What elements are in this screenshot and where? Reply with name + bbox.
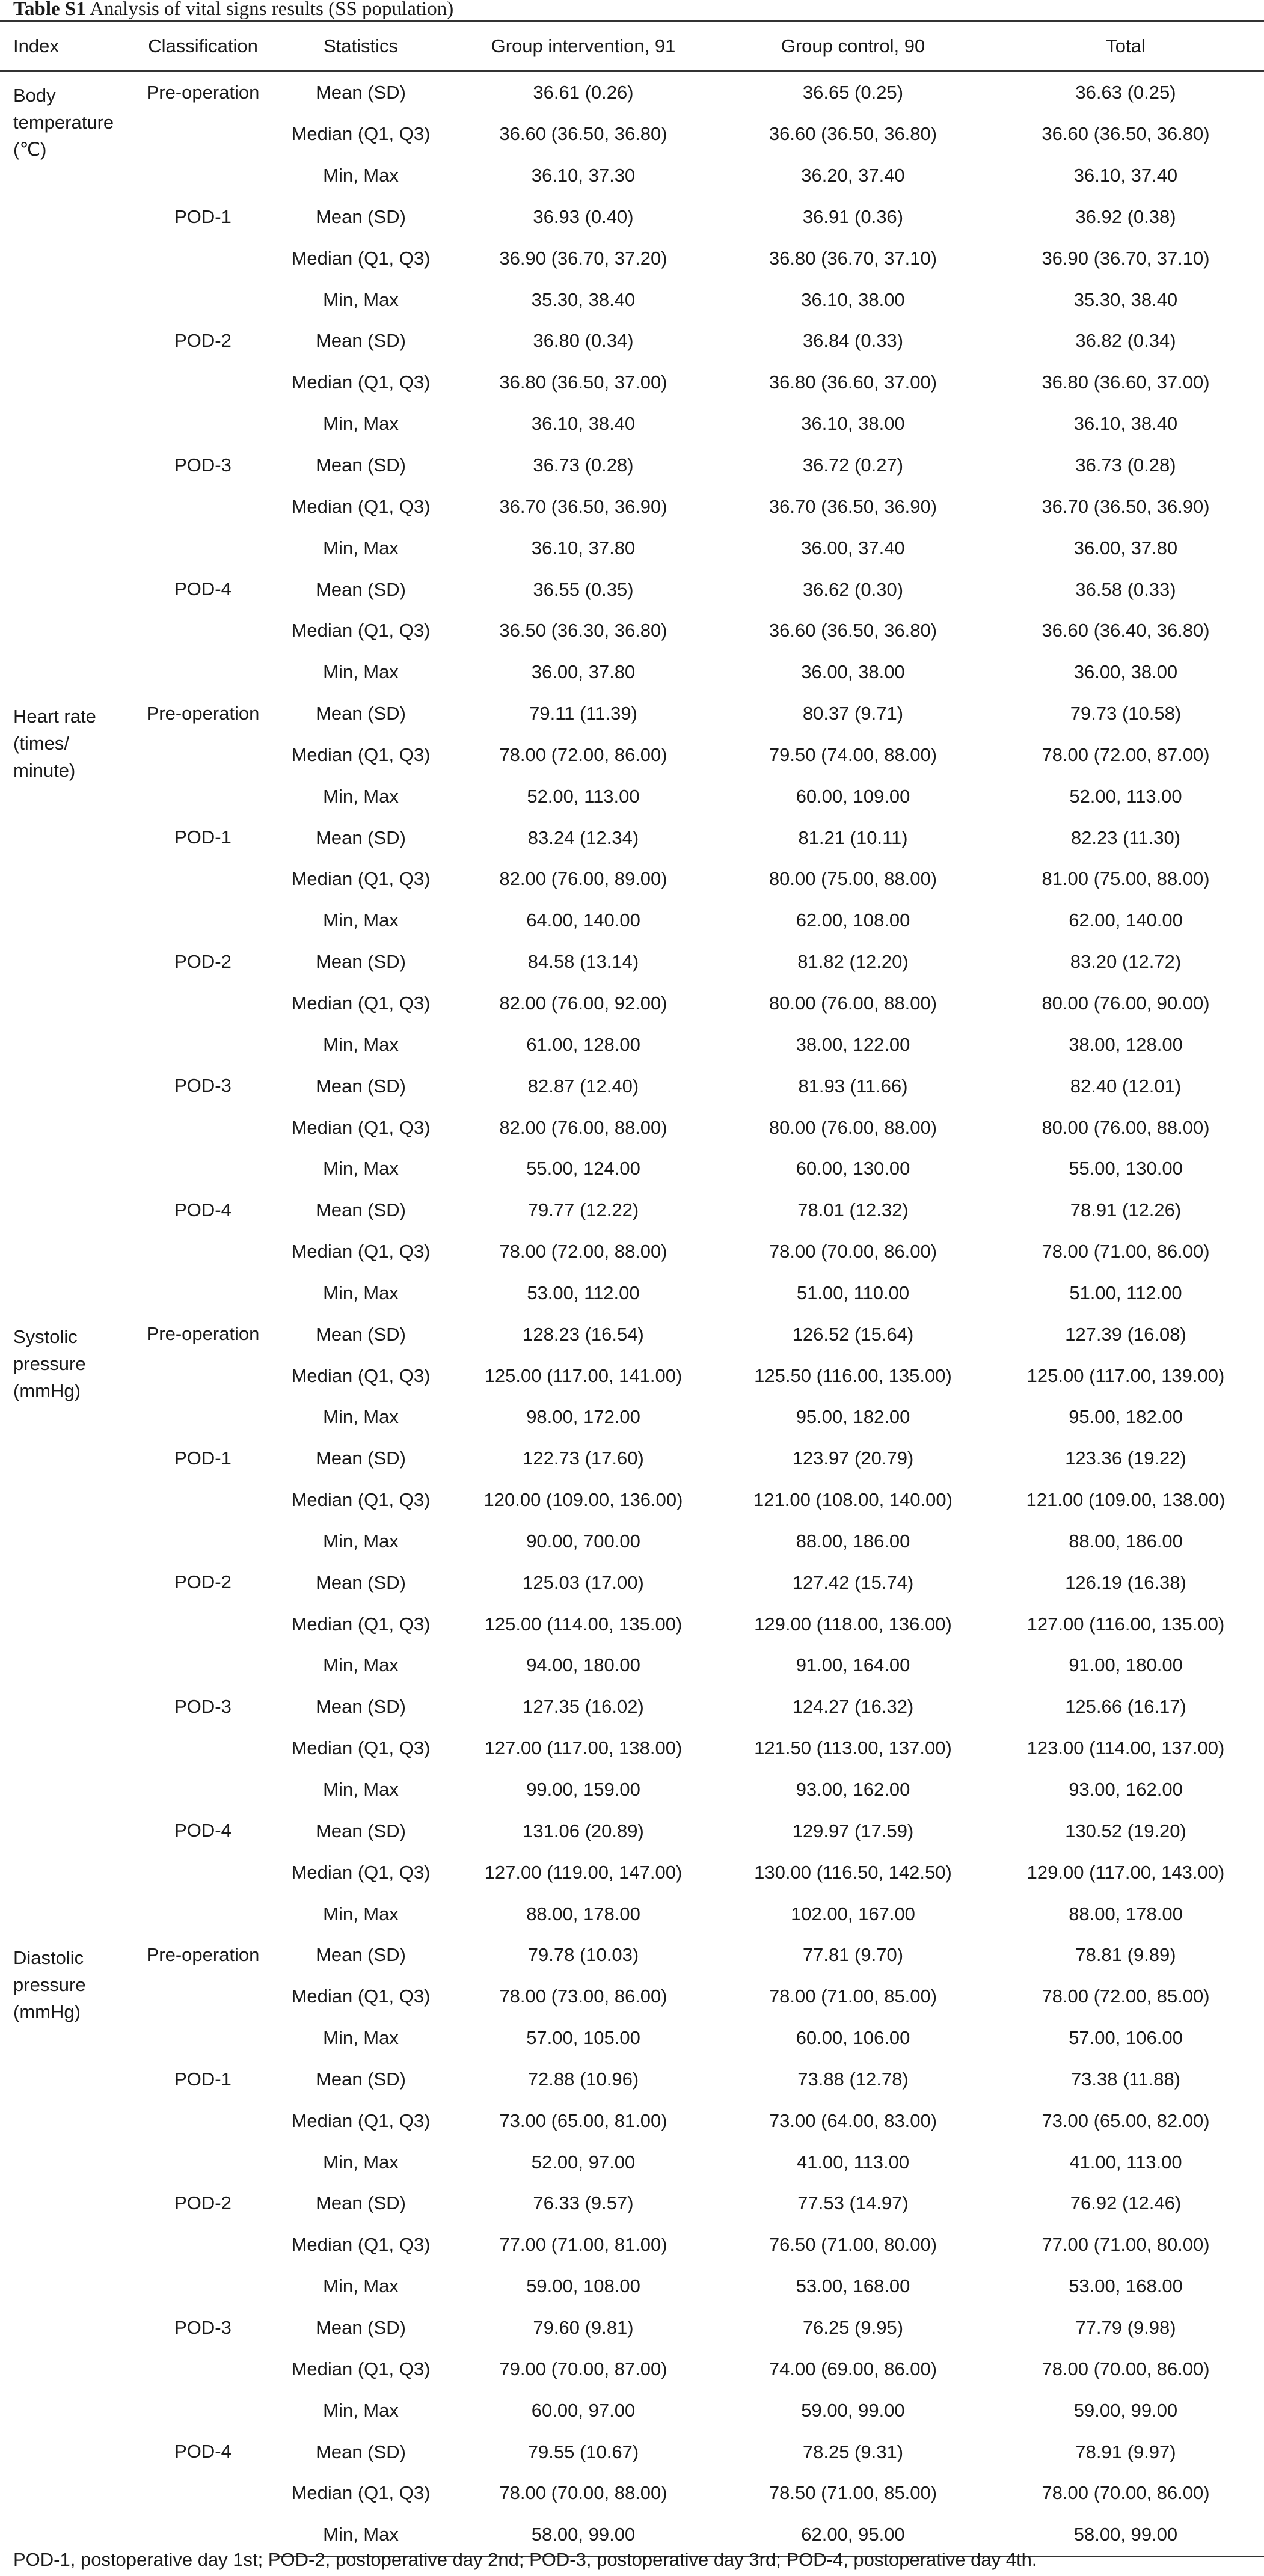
- statistic-cell: Median (Q1, Q3): [291, 123, 431, 145]
- vital-signs-table: [0, 20, 1264, 2557]
- total-value-cell: 35.30, 38.40: [1073, 289, 1178, 310]
- group-control-value-cell: 123.97 (20.79): [792, 1448, 914, 1469]
- table-row: [0, 1562, 1264, 1603]
- group-intervention-value-cell: 125.03 (17.00): [523, 1571, 644, 1593]
- total-value-cell: 36.90 (36.70, 37.10): [1042, 247, 1210, 269]
- group-control-value-cell: 36.60 (36.50, 36.80): [769, 123, 937, 145]
- total-value-cell: 125.00 (117.00, 139.00): [1026, 1365, 1225, 1386]
- total-value-cell: 130.52 (19.20): [1065, 1820, 1186, 1841]
- index-cell: Systolic pressure (mmHg): [13, 1326, 86, 1402]
- group-intervention-value-cell: 78.00 (72.00, 88.00): [499, 1241, 667, 1262]
- group-control-value-cell: 36.00, 37.40: [801, 537, 905, 558]
- total-value-cell: 36.00, 37.80: [1073, 537, 1178, 558]
- group-control-value-cell: 36.20, 37.40: [801, 165, 905, 186]
- header-group-intervention: Group intervention, 91: [448, 22, 719, 72]
- total-value-cell: 58.00, 99.00: [987, 2514, 1264, 2556]
- group-intervention-value-cell: 64.00, 140.00: [526, 910, 640, 931]
- group-intervention-value-cell: 36.61 (0.26): [533, 82, 634, 103]
- group-intervention-value-cell: 52.00, 97.00: [531, 2151, 636, 2173]
- table-row: [0, 569, 1264, 610]
- total-value-cell: 36.73 (0.28): [1075, 454, 1176, 476]
- total-value-cell: 36.10, 38.40: [1073, 413, 1178, 435]
- statistic-cell: Mean (SD): [316, 2441, 406, 2462]
- table-row: [0, 693, 1264, 735]
- group-intervention-value-cell: 125.00 (114.00, 135.00): [484, 1613, 683, 1635]
- group-intervention-value-cell: 79.78 (10.03): [527, 1944, 639, 1966]
- statistic-cell: Median (Q1, Q3): [291, 372, 431, 393]
- group-control-value-cell: 36.72 (0.27): [802, 454, 904, 476]
- group-control-value-cell: 36.10, 38.00: [801, 289, 905, 310]
- group-intervention-value-cell: 36.10, 38.40: [531, 413, 636, 435]
- group-intervention-value-cell: 131.06 (20.89): [523, 1820, 644, 1841]
- classification-cell: Pre-operation: [146, 82, 260, 103]
- group-intervention-value-cell: 82.00 (76.00, 92.00): [499, 992, 667, 1014]
- table-row: [0, 1438, 1264, 1479]
- classification-cell: POD-4: [174, 1199, 232, 1220]
- group-intervention-value-cell: 82.00 (76.00, 89.00): [499, 868, 667, 890]
- index-cell: Body temperature (℃): [13, 85, 114, 160]
- classification-cell: POD-2: [174, 330, 232, 352]
- statistic-cell: Mean (SD): [316, 1571, 406, 1593]
- total-value-cell: 78.81 (9.89): [1075, 1944, 1176, 1966]
- statistic-cell: Mean (SD): [316, 82, 406, 103]
- total-value-cell: 127.00 (116.00, 135.00): [1026, 1613, 1225, 1635]
- total-value-cell: 78.00 (70.00, 86.00): [1042, 2482, 1210, 2504]
- group-control-value-cell: 129.97 (17.59): [792, 1820, 914, 1841]
- total-value-cell: 123.36 (19.22): [1065, 1448, 1186, 1469]
- statistic-cell: Min, Max: [323, 2151, 399, 2173]
- statistic-cell: Min, Max: [323, 1282, 399, 1303]
- group-control-value-cell: 38.00, 122.00: [796, 1033, 910, 1055]
- table-row: [0, 445, 1264, 486]
- group-control-value-cell: 60.00, 130.00: [796, 1158, 910, 1179]
- group-intervention-value-cell: 58.00, 99.00: [448, 2514, 719, 2556]
- statistic-cell: Median (Q1, Q3): [291, 1737, 431, 1759]
- statistic-cell: Mean (SD): [316, 951, 406, 973]
- group-control-value-cell: 91.00, 164.00: [796, 1654, 910, 1676]
- group-intervention-value-cell: 127.00 (119.00, 147.00): [484, 1861, 683, 1883]
- group-control-value-cell: 78.00 (70.00, 86.00): [769, 1241, 937, 1262]
- group-intervention-value-cell: 79.00 (70.00, 87.00): [499, 2358, 667, 2379]
- total-value-cell: 78.00 (70.00, 86.00): [1042, 2358, 1210, 2379]
- classification-cell: POD-3: [174, 2316, 232, 2338]
- group-intervention-value-cell: 73.00 (65.00, 81.00): [499, 2109, 667, 2131]
- statistic-cell: Mean (SD): [316, 1944, 406, 1966]
- statistic-cell: Mean (SD): [316, 827, 406, 848]
- index-cell: Heart rate (times/ minute): [13, 705, 96, 781]
- group-intervention-value-cell: 98.00, 172.00: [526, 1406, 640, 1428]
- group-control-value-cell: 36.91 (0.36): [802, 206, 904, 227]
- total-value-cell: 57.00, 106.00: [1069, 2027, 1183, 2049]
- table-row: [0, 817, 1264, 858]
- group-control-value-cell: 125.50 (116.00, 135.00): [754, 1365, 952, 1386]
- statistic-cell: Median (Q1, Q3): [291, 1241, 431, 1262]
- total-value-cell: 79.73 (10.58): [1070, 703, 1182, 724]
- total-value-cell: 36.63 (0.25): [1075, 82, 1176, 103]
- group-control-value-cell: 36.70 (36.50, 36.90): [769, 495, 937, 517]
- total-value-cell: 36.82 (0.34): [1075, 330, 1176, 352]
- total-value-cell: 36.60 (36.40, 36.80): [1042, 620, 1210, 641]
- group-control-value-cell: 80.00 (75.00, 88.00): [769, 868, 937, 890]
- statistic-cell: Min, Max: [323, 1779, 399, 1800]
- group-control-value-cell: 51.00, 110.00: [796, 1282, 910, 1303]
- group-intervention-value-cell: 77.00 (71.00, 81.00): [499, 2234, 667, 2256]
- total-value-cell: 76.92 (12.46): [1070, 2192, 1182, 2214]
- statistic-cell: Min, Max: [274, 2514, 448, 2556]
- group-intervention-value-cell: 127.00 (117.00, 138.00): [484, 1737, 683, 1759]
- table-row: [0, 1065, 1264, 1107]
- statistic-cell: Mean (SD): [316, 330, 406, 352]
- group-control-value-cell: 36.00, 38.00: [801, 661, 905, 683]
- group-intervention-value-cell: 36.55 (0.35): [533, 578, 634, 600]
- group-control-value-cell: 78.25 (9.31): [802, 2441, 904, 2462]
- group-intervention-value-cell: 53.00, 112.00: [527, 1282, 640, 1303]
- classification-cell: POD-1: [174, 206, 232, 227]
- group-control-value-cell: 79.50 (74.00, 88.00): [769, 744, 937, 765]
- group-control-value-cell: 121.00 (108.00, 140.00): [753, 1489, 953, 1511]
- table-caption-label: Table S1: [13, 0, 86, 20]
- index-cell: Diastolic pressure (mmHg): [13, 1947, 86, 2022]
- classification-cell: POD-4: [174, 2441, 232, 2462]
- statistic-cell: Min, Max: [323, 661, 399, 683]
- statistic-cell: Median (Q1, Q3): [291, 2234, 431, 2256]
- table-caption: [13, 0, 453, 20]
- header-row: [0, 22, 1264, 72]
- group-control-value-cell: 95.00, 182.00: [796, 1406, 910, 1428]
- statistic-cell: Median (Q1, Q3): [291, 744, 431, 765]
- group-control-value-cell: 36.65 (0.25): [802, 82, 904, 103]
- group-control-value-cell: 80.00 (76.00, 88.00): [769, 992, 937, 1014]
- total-value-cell: 125.66 (16.17): [1065, 1696, 1186, 1718]
- group-control-value-cell: 93.00, 162.00: [796, 1779, 910, 1800]
- statistic-cell: Min, Max: [323, 1406, 399, 1428]
- statistic-cell: Min, Max: [323, 1530, 399, 1552]
- statistic-cell: Mean (SD): [316, 1448, 406, 1469]
- total-value-cell: 78.00 (72.00, 87.00): [1042, 744, 1210, 765]
- statistic-cell: Min, Max: [323, 2275, 399, 2297]
- group-control-value-cell: 73.00 (64.00, 83.00): [769, 2109, 937, 2131]
- group-control-value-cell: 36.84 (0.33): [802, 330, 904, 352]
- group-control-value-cell: 129.00 (118.00, 136.00): [754, 1613, 952, 1635]
- header-index: Index: [0, 22, 132, 72]
- statistic-cell: Median (Q1, Q3): [291, 495, 431, 517]
- group-control-value-cell: 80.37 (9.71): [802, 703, 904, 724]
- group-intervention-value-cell: 60.00, 97.00: [531, 2399, 636, 2421]
- group-control-value-cell: 81.21 (10.11): [798, 827, 908, 848]
- statistic-cell: Min, Max: [323, 1903, 399, 1924]
- group-control-value-cell: 78.50 (71.00, 85.00): [769, 2482, 937, 2504]
- group-intervention-value-cell: 55.00, 124.00: [526, 1158, 640, 1179]
- total-value-cell: 36.10, 37.40: [1073, 165, 1178, 186]
- total-value-cell: 73.00 (65.00, 82.00): [1042, 2109, 1210, 2131]
- group-intervention-value-cell: 99.00, 159.00: [526, 1779, 640, 1800]
- table-row: [0, 197, 1264, 238]
- classification-cell: POD-3: [174, 1075, 232, 1097]
- total-value-cell: 88.00, 186.00: [1069, 1530, 1183, 1552]
- table-row: [0, 941, 1264, 983]
- statistic-cell: Min, Max: [323, 289, 399, 310]
- table-footnote: POD-1, postoperative day 1st; POD-2, postoperative day 2nd; POD-3, postoperative day 3rd; POD-4, postoperative day 4th.: [13, 2549, 1037, 2570]
- statistic-cell: Mean (SD): [316, 1199, 406, 1221]
- group-control-value-cell: 80.00 (76.00, 88.00): [769, 1116, 937, 1138]
- total-value-cell: 36.00, 38.00: [1073, 661, 1178, 683]
- group-intervention-value-cell: 36.80 (36.50, 37.00): [499, 372, 667, 393]
- total-value-cell: 41.00, 113.00: [1069, 2151, 1182, 2173]
- total-value-cell: 59.00, 99.00: [1073, 2399, 1178, 2421]
- total-value-cell: 121.00 (109.00, 138.00): [1026, 1489, 1226, 1511]
- statistic-cell: Median (Q1, Q3): [291, 868, 431, 890]
- statistic-cell: Median (Q1, Q3): [291, 1365, 431, 1386]
- total-value-cell: 91.00, 180.00: [1069, 1654, 1183, 1676]
- statistic-cell: Mean (SD): [316, 454, 406, 476]
- classification-cell: Pre-operation: [146, 1944, 260, 1965]
- group-control-value-cell: 60.00, 109.00: [796, 785, 910, 807]
- group-intervention-value-cell: 82.87 (12.40): [527, 1075, 639, 1097]
- group-intervention-value-cell: 83.24 (12.34): [527, 827, 639, 848]
- total-value-cell: 77.79 (9.98): [1075, 2316, 1176, 2338]
- total-value-cell: 53.00, 168.00: [1069, 2275, 1183, 2297]
- statistic-cell: Min, Max: [323, 165, 399, 186]
- statistic-cell: Min, Max: [323, 1158, 399, 1179]
- statistic-cell: Mean (SD): [316, 1075, 406, 1097]
- total-value-cell: 129.00 (117.00, 143.00): [1026, 1861, 1225, 1883]
- statistic-cell: Mean (SD): [316, 1820, 406, 1841]
- statistic-cell: Min, Max: [323, 910, 399, 931]
- statistic-cell: Median (Q1, Q3): [291, 1489, 431, 1511]
- header-classification: Classification: [132, 22, 274, 72]
- table-row: [0, 1935, 1264, 1976]
- group-intervention-value-cell: 36.00, 37.80: [531, 661, 636, 683]
- group-intervention-value-cell: 36.73 (0.28): [533, 454, 634, 476]
- group-intervention-value-cell: 76.33 (9.57): [533, 2192, 634, 2214]
- group-intervention-value-cell: 79.77 (12.22): [527, 1199, 639, 1221]
- group-intervention-value-cell: 78.00 (72.00, 86.00): [499, 744, 667, 765]
- group-intervention-value-cell: 79.11 (11.39): [529, 703, 637, 724]
- table-row: [0, 320, 1264, 362]
- group-control-value-cell: 36.10, 38.00: [801, 413, 905, 435]
- total-value-cell: 78.00 (71.00, 86.00): [1042, 1241, 1210, 1262]
- group-intervention-value-cell: 79.60 (9.81): [533, 2316, 634, 2338]
- group-control-value-cell: 102.00, 167.00: [791, 1903, 915, 1924]
- statistic-cell: Mean (SD): [316, 578, 406, 600]
- statistic-cell: Mean (SD): [316, 1696, 406, 1718]
- group-control-value-cell: 124.27 (16.32): [792, 1696, 914, 1718]
- group-intervention-value-cell: 36.50 (36.30, 36.80): [499, 620, 667, 641]
- total-value-cell: 62.00, 140.00: [1069, 910, 1183, 931]
- total-value-cell: 82.23 (11.30): [1070, 827, 1181, 848]
- group-intervention-value-cell: 36.10, 37.30: [531, 165, 636, 186]
- total-value-cell: 36.60 (36.50, 36.80): [1042, 123, 1210, 145]
- group-control-value-cell: 62.00, 108.00: [796, 910, 910, 931]
- group-intervention-value-cell: 57.00, 105.00: [526, 2027, 640, 2049]
- total-value-cell: 127.39 (16.08): [1065, 1323, 1186, 1345]
- table-row: [0, 1314, 1264, 1355]
- statistic-cell: Mean (SD): [316, 2068, 406, 2090]
- table-row: [0, 72, 1264, 114]
- group-control-value-cell: 36.80 (36.70, 37.10): [769, 247, 937, 269]
- group-intervention-value-cell: 84.58 (13.14): [527, 951, 639, 973]
- table-row: [0, 2059, 1264, 2100]
- total-value-cell: 80.00 (76.00, 88.00): [1042, 1116, 1210, 1138]
- table-row: [0, 2183, 1264, 2224]
- total-value-cell: 80.00 (76.00, 90.00): [1042, 992, 1210, 1014]
- group-control-value-cell: 76.50 (71.00, 80.00): [769, 2234, 937, 2256]
- statistic-cell: Min, Max: [323, 537, 399, 558]
- classification-cell: Pre-operation: [146, 1323, 260, 1345]
- statistic-cell: Min, Max: [323, 1654, 399, 1676]
- statistic-cell: Median (Q1, Q3): [291, 620, 431, 641]
- group-intervention-value-cell: 120.00 (109.00, 136.00): [483, 1489, 683, 1511]
- total-value-cell: 38.00, 128.00: [1069, 1033, 1183, 1055]
- statistic-cell: Min, Max: [323, 413, 399, 435]
- statistic-cell: Mean (SD): [316, 703, 406, 724]
- group-intervention-value-cell: 36.70 (36.50, 36.90): [499, 495, 667, 517]
- table-row: [0, 2431, 1264, 2473]
- classification-cell: POD-4: [174, 578, 232, 600]
- group-control-value-cell: 78.01 (12.32): [797, 1199, 909, 1221]
- classification-cell: POD-4: [174, 1820, 232, 1841]
- header-statistics: Statistics: [274, 22, 448, 72]
- group-control-value-cell: 127.42 (15.74): [792, 1571, 914, 1593]
- group-control-value-cell: 36.60 (36.50, 36.80): [769, 620, 937, 641]
- statistic-cell: Median (Q1, Q3): [291, 1116, 431, 1138]
- group-control-value-cell: 73.88 (12.78): [797, 2068, 909, 2090]
- group-control-value-cell: 88.00, 186.00: [796, 1530, 910, 1552]
- group-control-value-cell: 53.00, 168.00: [796, 2275, 910, 2297]
- total-value-cell: 78.91 (12.26): [1070, 1199, 1182, 1221]
- group-control-value-cell: 78.00 (71.00, 85.00): [769, 1986, 937, 2007]
- group-intervention-value-cell: 122.73 (17.60): [523, 1448, 644, 1469]
- group-intervention-value-cell: 36.80 (0.34): [533, 330, 634, 352]
- group-intervention-value-cell: 36.10, 37.80: [531, 537, 636, 558]
- group-control-value-cell: 77.81 (9.70): [802, 1944, 904, 1966]
- statistic-cell: Min, Max: [323, 785, 399, 807]
- statistic-cell: Median (Q1, Q3): [291, 1861, 431, 1883]
- group-control-value-cell: 121.50 (113.00, 137.00): [754, 1737, 952, 1759]
- header-total: Total: [987, 22, 1264, 72]
- classification-cell: POD-2: [174, 1571, 232, 1593]
- group-control-value-cell: 130.00 (116.50, 142.50): [754, 1861, 952, 1883]
- group-intervention-value-cell: 61.00, 128.00: [526, 1033, 640, 1055]
- total-value-cell: 55.00, 130.00: [1069, 1158, 1183, 1179]
- statistic-cell: Min, Max: [323, 2399, 399, 2421]
- total-value-cell: 95.00, 182.00: [1069, 1406, 1183, 1428]
- group-intervention-value-cell: 78.00 (73.00, 86.00): [499, 1986, 667, 2007]
- statistic-cell: Mean (SD): [316, 206, 406, 227]
- group-intervention-value-cell: 35.30, 38.40: [531, 289, 636, 310]
- total-value-cell: 82.40 (12.01): [1070, 1075, 1182, 1097]
- group-intervention-value-cell: 36.90 (36.70, 37.20): [499, 247, 667, 269]
- group-control-value-cell: 59.00, 99.00: [801, 2399, 905, 2421]
- classification-cell: POD-1: [174, 827, 232, 848]
- classification-cell: POD-1: [174, 1447, 232, 1469]
- classification-cell: POD-3: [174, 454, 232, 476]
- group-intervention-value-cell: 94.00, 180.00: [526, 1654, 640, 1676]
- table-row: [0, 2307, 1264, 2349]
- total-value-cell: 88.00, 178.00: [1069, 1903, 1183, 1924]
- total-value-cell: 77.00 (71.00, 80.00): [1042, 2234, 1210, 2256]
- table-row: [0, 1686, 1264, 1728]
- total-value-cell: 52.00, 113.00: [1069, 785, 1182, 807]
- statistic-cell: Mean (SD): [316, 2192, 406, 2214]
- total-value-cell: 78.91 (9.97): [1075, 2441, 1176, 2462]
- table-row: [0, 1810, 1264, 1852]
- classification-cell: POD-2: [174, 950, 232, 972]
- group-intervention-value-cell: 90.00, 700.00: [526, 1530, 640, 1552]
- classification-cell: Pre-operation: [146, 702, 260, 724]
- group-intervention-value-cell: 79.55 (10.67): [527, 2441, 639, 2462]
- statistic-cell: Median (Q1, Q3): [291, 2358, 431, 2379]
- classification-cell: POD-3: [174, 1695, 232, 1717]
- total-value-cell: 126.19 (16.38): [1065, 1571, 1186, 1593]
- header-group-control: Group control, 90: [719, 22, 987, 72]
- group-control-value-cell: 81.93 (11.66): [798, 1075, 908, 1097]
- statistic-cell: Mean (SD): [316, 2316, 406, 2338]
- group-control-value-cell: 60.00, 106.00: [796, 2027, 910, 2049]
- group-intervention-value-cell: 52.00, 113.00: [527, 785, 640, 807]
- statistic-cell: Median (Q1, Q3): [291, 2109, 431, 2131]
- group-control-value-cell: 41.00, 113.00: [796, 2151, 910, 2173]
- total-value-cell: 36.70 (36.50, 36.90): [1042, 495, 1210, 517]
- statistic-cell: Min, Max: [323, 1033, 399, 1055]
- group-control-value-cell: 36.62 (0.30): [802, 578, 904, 600]
- total-value-cell: 36.92 (0.38): [1075, 206, 1176, 227]
- group-intervention-value-cell: 78.00 (70.00, 88.00): [499, 2482, 667, 2504]
- table-body: [0, 72, 1264, 2557]
- statistic-cell: Median (Q1, Q3): [291, 992, 431, 1014]
- group-control-value-cell: 126.52 (15.64): [792, 1323, 914, 1345]
- group-intervention-value-cell: 88.00, 178.00: [526, 1903, 640, 1924]
- group-intervention-value-cell: 127.35 (16.02): [523, 1696, 644, 1718]
- total-value-cell: 51.00, 112.00: [1069, 1282, 1182, 1303]
- group-intervention-value-cell: 128.23 (16.54): [523, 1323, 644, 1345]
- group-control-value-cell: 74.00 (69.00, 86.00): [769, 2358, 937, 2379]
- statistic-cell: Median (Q1, Q3): [291, 1613, 431, 1635]
- total-value-cell: 73.38 (11.88): [1070, 2068, 1181, 2090]
- statistic-cell: Min, Max: [323, 2027, 399, 2049]
- total-value-cell: 93.00, 162.00: [1069, 1779, 1183, 1800]
- classification-cell: POD-1: [174, 2068, 232, 2090]
- table-caption-text: Analysis of vital signs results (SS population): [90, 0, 454, 20]
- total-value-cell: 83.20 (12.72): [1070, 951, 1182, 973]
- total-value-cell: 36.80 (36.60, 37.00): [1042, 372, 1210, 393]
- total-value-cell: 78.00 (72.00, 85.00): [1042, 1986, 1210, 2007]
- group-intervention-value-cell: 36.60 (36.50, 36.80): [499, 123, 667, 145]
- total-value-cell: 81.00 (75.00, 88.00): [1042, 868, 1210, 890]
- group-intervention-value-cell: 36.93 (0.40): [533, 206, 634, 227]
- group-intervention-value-cell: 59.00, 108.00: [526, 2275, 640, 2297]
- statistic-cell: Mean (SD): [316, 1323, 406, 1345]
- group-control-value-cell: 77.53 (14.97): [797, 2192, 909, 2214]
- table-header: [0, 22, 1264, 72]
- total-value-cell: 123.00 (114.00, 137.00): [1026, 1737, 1225, 1759]
- total-value-cell: 36.58 (0.33): [1075, 578, 1176, 600]
- classification-cell: POD-2: [174, 2192, 232, 2214]
- statistic-cell: Median (Q1, Q3): [291, 2482, 431, 2504]
- group-control-value-cell: 36.80 (36.60, 37.00): [769, 372, 937, 393]
- group-intervention-value-cell: 125.00 (117.00, 141.00): [484, 1365, 683, 1386]
- group-intervention-value-cell: 72.88 (10.96): [527, 2068, 639, 2090]
- group-control-value-cell: 76.25 (9.95): [802, 2316, 904, 2338]
- table-row: [0, 1190, 1264, 1231]
- group-intervention-value-cell: 82.00 (76.00, 88.00): [499, 1116, 667, 1138]
- statistic-cell: Median (Q1, Q3): [291, 1986, 431, 2007]
- group-control-value-cell: 81.82 (12.20): [797, 951, 909, 973]
- group-control-value-cell: 62.00, 95.00: [719, 2514, 987, 2556]
- statistic-cell: Median (Q1, Q3): [291, 247, 431, 269]
